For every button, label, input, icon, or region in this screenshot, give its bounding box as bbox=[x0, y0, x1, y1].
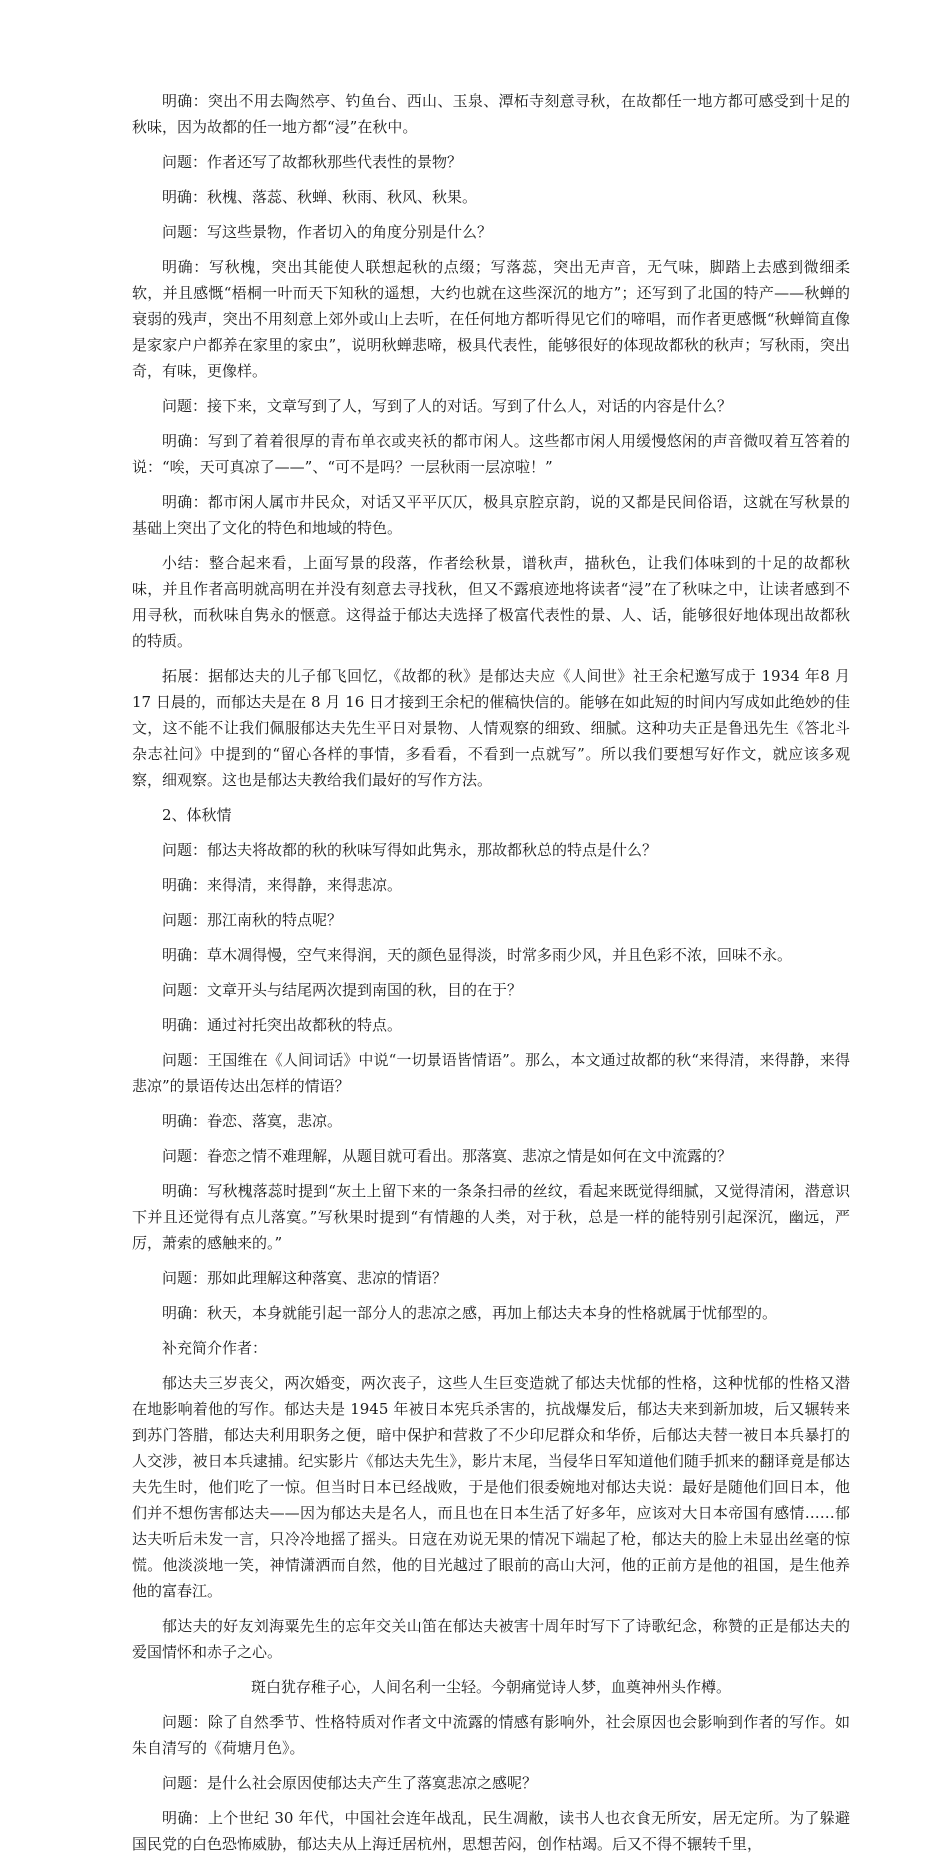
paragraph: 明确：草木凋得慢，空气来得润，天的颜色显得淡，时常多雨少风，并且色彩不浓，回味不永。 bbox=[162, 946, 793, 964]
paragraph: 郁达夫的好友刘海粟先生的忘年交关山笛在郁达夫被害十周年时写下了诗歌纪念，称赞的正是郁达夫的爱国情怀和赤子之心。 bbox=[132, 1617, 850, 1661]
paragraph: 明确：都市闲人属市井民众，对话又平平仄仄，极具京腔京韵，说的又都是民间俗语，这就在写秋景的基础上突出了文化的特色和地域的特色。 bbox=[132, 493, 850, 537]
poem-line: 斑白犹存稚子心，人间名利一尘轻。今朝痛觉诗人梦，血奠神州头作樽。 bbox=[250, 1678, 731, 1696]
paragraph: 明确：来得清，来得静，来得悲凉。 bbox=[162, 876, 403, 894]
paragraph: 明确：写到了着着很厚的青布单衣或夹袄的都市闲人。这些都市闲人用缓慢悠闲的声音微叹着互答着的说：“唉，天可真凉了——”、“可不是吗？一层秋雨一层凉啦！” bbox=[132, 432, 850, 476]
paragraph: 明确：写秋槐，突出其能使人联想起秋的点缀；写落蕊，突出无声音，无气味，脚踏上去感到微细柔软，并且感慨“梧桐一叶而天下知秋的遥想，大约也就在这些深沉的地方”；还写到了北国的特产——秋蝉的衰弱的残声，突出不用刻意上郊外或山上去听，在任何地方都听得见它们的啼唱，而作者更感慨“秋蝉简直像是家家户户都养在家里的家虫”，说明秋蝉悲啼，极具代表性，能够很好的体现故都秋的秋声；写秋雨，突出奇，有味，更像样。 bbox=[132, 258, 850, 380]
paragraph: 明确：突出不用去陶然亭、钓鱼台、西山、玉泉、潭柘寺刻意寻秋，在故都任一地方都可感受到十足的秋味，因为故都的任一地方都“浸”在秋中。 bbox=[132, 92, 850, 136]
paragraph: 明确：写秋槐落蕊时提到“灰土上留下来的一条条扫帚的丝纹，看起来既觉得细腻，又觉得清闲，潜意识下并且还觉得有点儿落寞。”写秋果时提到“有情趣的人类，对于秋，总是一样的能特别引起深沉，幽远，严厉，萧索的感触来的。” bbox=[132, 1182, 850, 1252]
paragraph: 问题：接下来，文章写到了人，写到了人的对话。写到了什么人，对话的内容是什么？ bbox=[162, 397, 733, 415]
paragraph: 问题：写这些景物，作者切入的角度分别是什么？ bbox=[162, 223, 493, 241]
paragraph: 问题：那江南秋的特点呢？ bbox=[162, 911, 343, 929]
paragraph: 明确：秋槐、落蕊、秋蝉、秋雨、秋风、秋果。 bbox=[162, 188, 478, 206]
paragraph: 问题：除了自然季节、性格特质对作者文中流露的情感有影响外，社会原因也会影响到作者的写作。如朱自清写的《荷塘月色》。 bbox=[132, 1713, 850, 1757]
paragraph: 明确：上个世纪 30 年代，中国社会连年战乱，民生凋敝，读书人也衣食无所安，居无定所。为了躲避国民党的白色恐怖威胁，郁达夫从上海迁居杭州，思想苦闷，创作枯竭。后又不得不辗转千里， bbox=[132, 1809, 850, 1853]
paragraph: 拓展：据郁达夫的儿子郁飞回忆，《故都的秋》是郁达夫应《人间世》社王余杞邀写成于 1934 年8 月 17 日晨的，而郁达夫是在 8 月 16 日才接到王余杞的催稿快信的。能够在如此短的时间内写成如此绝妙的佳文，这不能不让我们佩服郁达夫先生平日对景物、人情观察的细致、细腻。这种功夫正是鲁迅先生《答北斗杂志社问》中提到的“留心各样的事情，多看看，不看到一点就写”。所以我们要想写好作文，就应该多观察，细观察。这也是郁达夫教给我们最好的写作方法。 bbox=[132, 667, 850, 789]
paragraph: 补充简介作者： bbox=[162, 1339, 268, 1357]
paragraph: 明确：秋天，本身就能引起一部分人的悲凉之感，再加上郁达夫本身的性格就属于忧郁型的。 bbox=[162, 1304, 778, 1322]
section-heading: 2、体秋情 bbox=[162, 806, 232, 824]
paragraph: 问题：那如此理解这种落寞、悲凉的情语？ bbox=[162, 1269, 448, 1287]
paragraph: 问题：是什么社会原因使郁达夫产生了落寞悲凉之感呢？ bbox=[162, 1774, 538, 1792]
paragraph: 郁达夫三岁丧父，两次婚变，两次丧子，这些人生巨变造就了郁达夫忧郁的性格，这种忧郁的性格又潜在地影响着他的写作。郁达夫是 1945 年被日本宪兵杀害的，抗战爆发后，郁达夫来到新加坡，后又辗转来到苏门答腊，郁达夫利用职务之便，暗中保护和营救了不少印尼群众和华侨，后郁达夫替一被日本兵暴打的人交涉，被日本兵逮捕。纪实影片《郁达夫先生》，影片末尾，当侵华日军知道他们随手抓来的翻译竟是郁达夫先生时，他们吃了一惊。但当时日本已经战败，于是他们很委婉地对郁达夫说：最好是随他们回日本，他们并不想伤害郁达夫——因为郁达夫是名人，而且也在日本生活了好多年，应该对大日本帝国有感情……郁达夫听后未发一言，只冷冷地摇了摇头。日寇在劝说无果的情况下端起了枪，郁达夫的脸上未显出丝毫的惊慌。他淡淡地一笑，神情潇洒而自然，他的目光越过了眼前的高山大河，他的正前方是他的祖国，是生他养他的富春江。 bbox=[132, 1374, 850, 1600]
document-page bbox=[132, 88, 850, 1866]
paragraph: 小结：整合起来看，上面写景的段落，作者绘秋景，谱秋声，描秋色，让我们体味到的十足的故都秋味，并且作者高明就高明在并没有刻意去寻找秋，但又不露痕迹地将读者“浸”在了秋味之中，让读者感到不用寻秋，而秋味自隽永的惬意。这得益于郁达夫选择了极富代表性的景、人、话，能够很好地体现出故都秋的特质。 bbox=[132, 554, 850, 650]
paragraph: 问题：王国维在《人间词话》中说“一切景语皆情语”。那么，本文通过故都的秋“来得清，来得静，来得悲凉”的景语传达出怎样的情语？ bbox=[132, 1051, 850, 1095]
paragraph: 问题：郁达夫将故都的秋的秋味写得如此隽永，那故都秋总的特点是什么？ bbox=[162, 841, 658, 859]
paragraph: 问题：文章开头与结尾两次提到南国的秋，目的在于？ bbox=[162, 981, 523, 999]
paragraph: 明确：眷恋、落寞，悲凉。 bbox=[162, 1112, 343, 1130]
paragraph: 明确：通过衬托突出故都秋的特点。 bbox=[162, 1016, 403, 1034]
paragraph: 问题：眷恋之情不难理解，从题目就可看出。那落寞、悲凉之情是如何在文中流露的？ bbox=[162, 1147, 733, 1165]
paragraph: 问题：作者还写了故都秋那些代表性的景物？ bbox=[162, 153, 463, 171]
